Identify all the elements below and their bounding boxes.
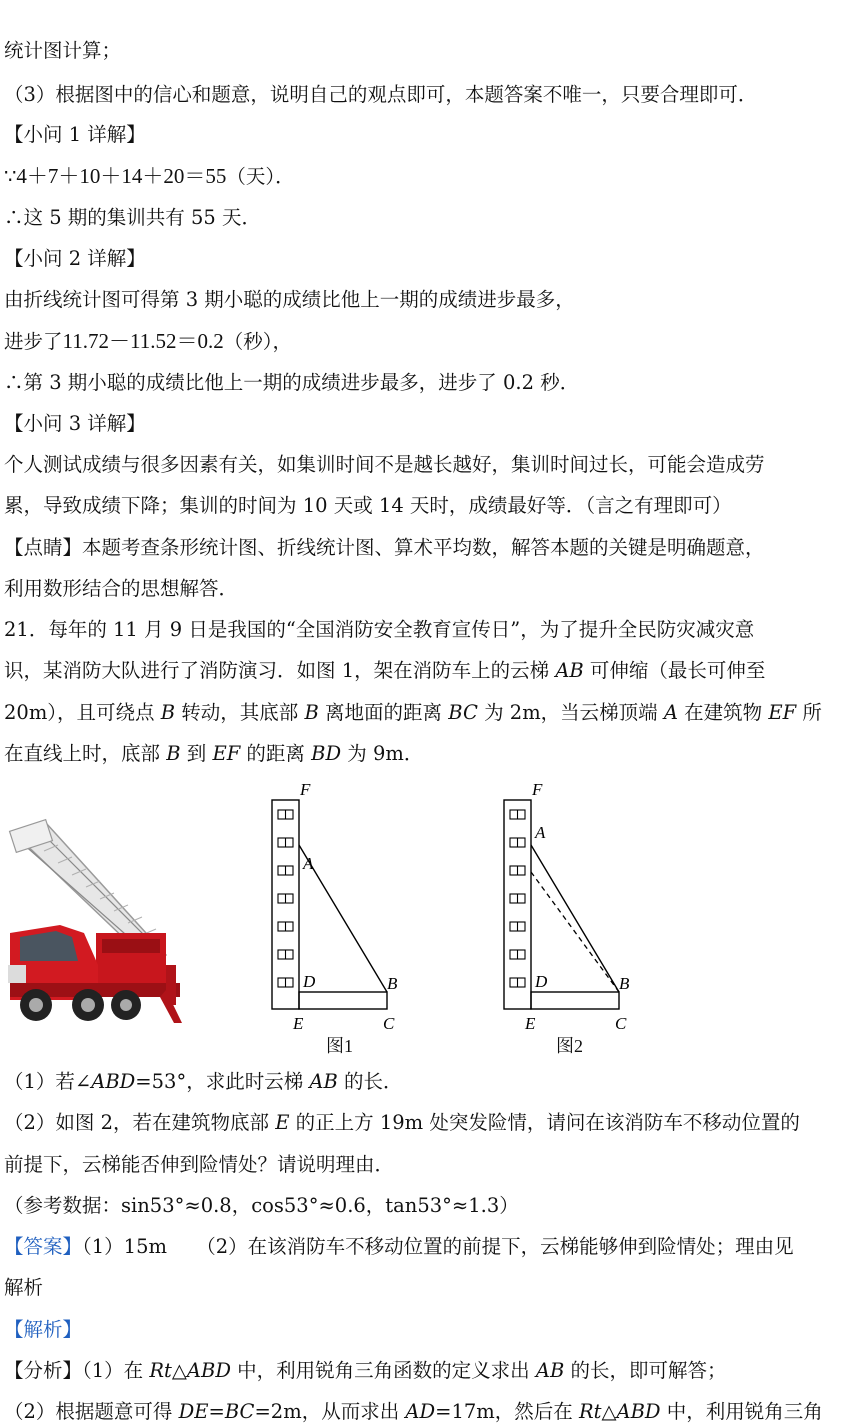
text-line: 由折线统计图可得第 3 期小聪的成绩比他上一期的成绩进步最多， <box>4 288 575 311</box>
equation: 11.72－11.52＝0.2 <box>62 329 224 353</box>
answer-tag: 【答案】 <box>4 1235 83 1258</box>
answer-line-cont: 解析 <box>4 1276 44 1299</box>
text: 为 2m，当云梯顶端 <box>477 701 664 724</box>
var: ABD <box>91 1070 136 1093</box>
fire-truck-image <box>6 815 186 1030</box>
analysis-tag: 【解析】 <box>4 1318 83 1341</box>
var: EF <box>212 742 241 765</box>
truck-base-bc <box>531 992 619 1009</box>
text-line <box>4 328 292 355</box>
text: 所 <box>796 701 822 724</box>
label-d: D <box>303 972 316 991</box>
var: Rt <box>149 1359 172 1382</box>
unit: （秒）， <box>223 330 292 353</box>
figure-2 <box>494 775 644 1035</box>
text-line: （3）根据图中的信心和题意，说明自己的观点即可，本题答案不唯一，只要合理即可． <box>4 83 758 106</box>
text: 识，某消防大队进行了消防演习．如图 1，架在消防车上的云梯 <box>4 659 556 682</box>
wheels <box>20 989 141 1021</box>
text: （1）若∠ <box>4 1070 92 1093</box>
var: ABD <box>616 1400 661 1423</box>
label-d: D <box>535 972 548 991</box>
text-line: 统计图计算； <box>4 39 122 62</box>
text: 为 9m． <box>341 742 424 765</box>
text: 中，利用锐角三角函数的定义求出 <box>230 1359 536 1382</box>
var: Rt <box>578 1400 602 1423</box>
because-symbol: ∵ <box>4 165 17 188</box>
ladder-ab <box>531 845 619 992</box>
text: 转动，其底部 <box>175 701 305 724</box>
text: 在直线上时，底部 <box>4 742 167 765</box>
text: = <box>208 1400 225 1423</box>
section-heading: 【小问 1 详解】 <box>4 123 146 146</box>
label-e: E <box>525 1014 536 1033</box>
unit: （天）． <box>226 165 295 188</box>
var: AB <box>555 659 584 682</box>
label-b: B <box>387 974 398 993</box>
figure-2-caption: 图2 <box>556 1036 583 1056</box>
var: BC <box>224 1400 255 1423</box>
label-c: C <box>615 1014 627 1033</box>
label-e: E <box>293 1014 304 1033</box>
truck-base-bc <box>299 992 387 1009</box>
question-1 <box>4 1069 403 1095</box>
var: B <box>166 742 181 765</box>
text: 在建筑物 <box>677 701 769 724</box>
var: B <box>304 701 319 724</box>
building-windows <box>510 810 525 987</box>
figure-1 <box>262 775 412 1035</box>
var: DE <box>178 1400 209 1423</box>
text-line: 个人测试成绩与很多因素有关，如集训时间不是越长越好，集训时间过长，可能会造成劳 <box>4 453 765 476</box>
text: =2m，从而求出 <box>254 1400 406 1423</box>
text: 20m），且可绕点 <box>4 701 161 724</box>
text: 离地面的距离 <box>318 701 449 724</box>
var: BD <box>311 742 342 765</box>
answer-text: （1）15m （2）在该消防车不移动位置的前提下，云梯能够伸到险情处；理由见 <box>82 1235 794 1258</box>
label-f: F <box>300 780 311 799</box>
var: AD <box>405 1400 436 1423</box>
section-heading: 【小问 3 详解】 <box>4 412 146 435</box>
question-2 <box>4 1110 800 1136</box>
tag: 【分析】 <box>4 1359 83 1382</box>
text: （2）根据题意可得 <box>4 1400 179 1423</box>
text: =53°，求此时云梯 <box>135 1070 310 1093</box>
text: 的正上方 19m 处突发险情，请问在该消防车不移动位置的 <box>289 1111 800 1134</box>
problem-text <box>4 658 765 684</box>
var: ABD <box>186 1359 231 1382</box>
equation: 4＋7＋10＋14＋20＝55 <box>16 164 227 188</box>
reference-data: （参考数据：sin53°≈0.8，cos53°≈0.6，tan53°≈1.3） <box>4 1194 519 1217</box>
var: E <box>275 1111 290 1134</box>
answer-line <box>4 1234 794 1260</box>
analysis-line <box>4 1358 726 1384</box>
var: A <box>663 701 678 724</box>
text: △ <box>171 1359 187 1382</box>
text-line <box>4 163 295 190</box>
analysis-line-2 <box>4 1399 823 1425</box>
text: （2）如图 2，若在建筑物底部 <box>4 1111 276 1134</box>
text: 中，利用锐角三角 <box>660 1400 823 1423</box>
var: AB <box>309 1070 338 1093</box>
text: 进步了 <box>4 330 63 353</box>
section-heading: 【小问 2 详解】 <box>4 247 146 270</box>
var: B <box>160 701 176 724</box>
problem-text <box>4 741 423 767</box>
label-a: A <box>535 823 546 842</box>
text: 的距离 <box>240 742 312 765</box>
text: 的长，即可解答； <box>564 1359 727 1382</box>
problem-text: 21．每年的 11 月 9 日是我国的“全国消防安全教育宣传日”，为了提升全民防灾减灾意 <box>4 618 755 641</box>
text: （1）在 <box>82 1359 150 1382</box>
var: BC <box>448 701 478 724</box>
label-a: A <box>303 854 314 873</box>
text: 的长． <box>337 1070 403 1093</box>
text-line: ∴这 5 期的集训共有 55 天． <box>4 206 262 229</box>
building-windows <box>278 810 293 987</box>
text-line: 【点睛】本题考查条形统计图、折线统计图、算术平均数，解答本题的关键是明确题意， <box>4 536 765 559</box>
label-c: C <box>383 1014 395 1033</box>
text: =17m，然后在 <box>435 1400 579 1423</box>
problem-text <box>4 700 822 726</box>
label-f: F <box>532 780 543 799</box>
text-line: ∴第 3 期小聪的成绩比他上一期的成绩进步最多，进步了 0.2 秒． <box>4 371 580 394</box>
text: 可伸缩（最长可伸至 <box>583 659 766 682</box>
var: EF <box>768 701 797 724</box>
text: 到 <box>180 742 213 765</box>
label-b: B <box>619 974 630 993</box>
question-2-cont: 前提下，云梯能否伸到险情处？请说明理由． <box>4 1153 395 1176</box>
text: △ <box>601 1400 617 1423</box>
text-line: 利用数形结合的思想解答． <box>4 577 239 600</box>
text-line: 累，导致成绩下降；集训的时间为 10 天或 14 天时，成绩最好等．（言之有理即可） <box>4 494 732 517</box>
figure-1-caption: 图1 <box>326 1036 353 1056</box>
var: AB <box>535 1359 565 1382</box>
